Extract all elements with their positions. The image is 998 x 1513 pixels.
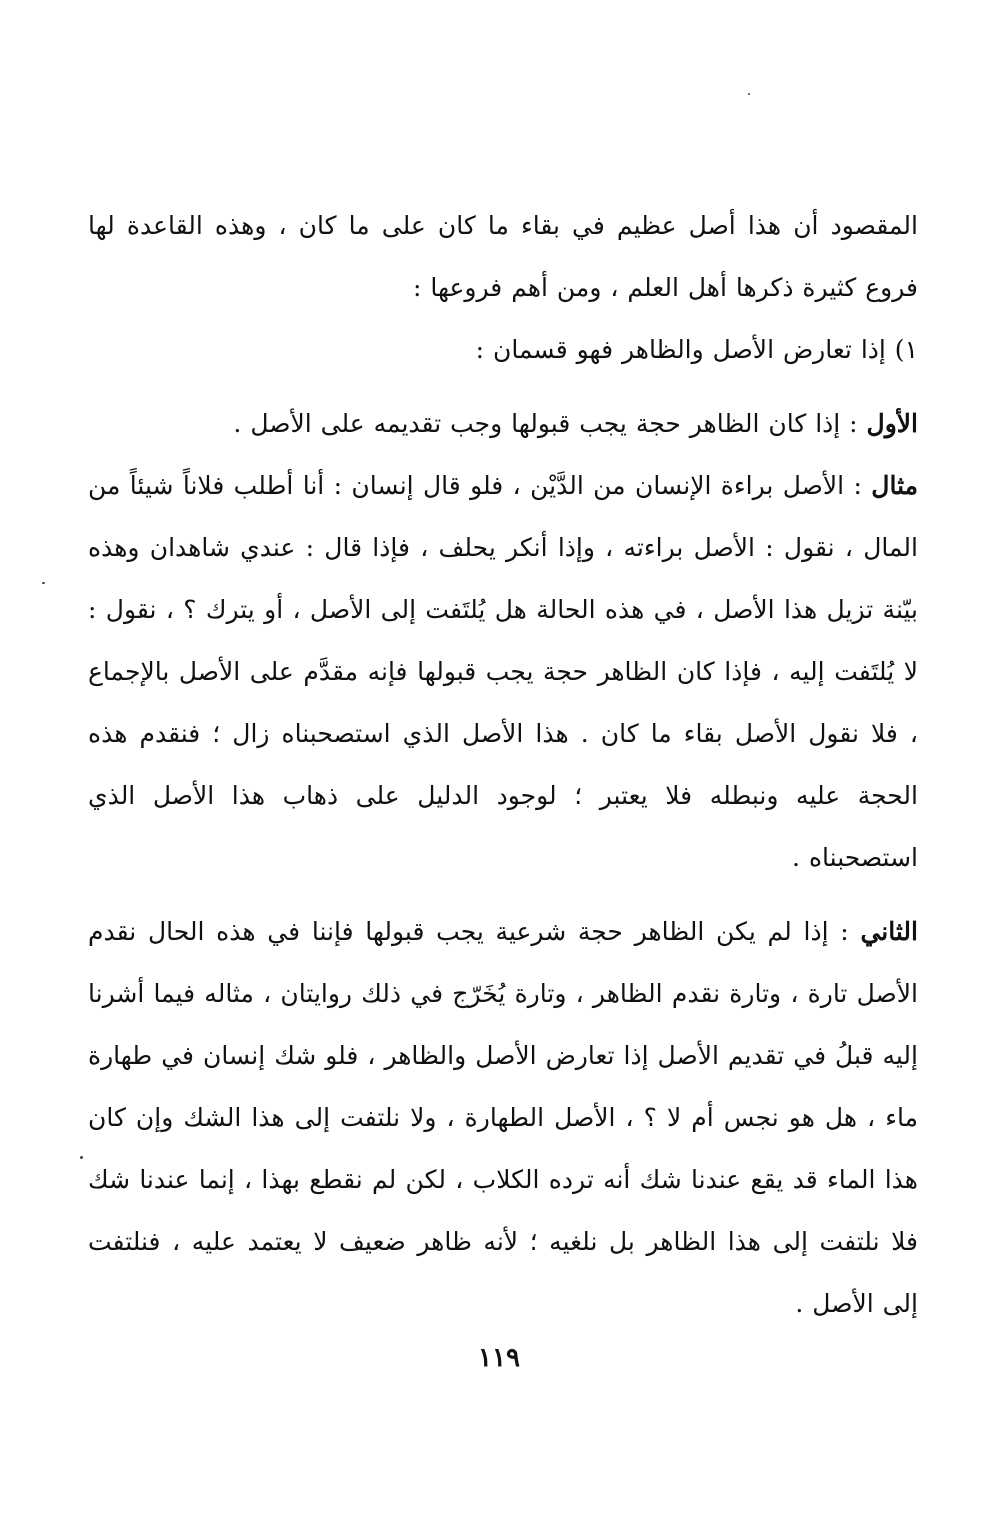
paragraph-first-case-text: : إذا كان الظاهر حجة يجب قبولها وجب تقديمه على الأصل . bbox=[233, 409, 867, 438]
page-number: ١١٩ bbox=[478, 1343, 520, 1373]
paragraph-rule-one bbox=[88, 319, 918, 381]
scan-speck bbox=[748, 93, 750, 95]
scan-speck bbox=[42, 582, 45, 584]
paragraph-second-case-heading: الثاني bbox=[860, 917, 918, 946]
paragraph-second-case bbox=[88, 901, 918, 1335]
paragraph-intro-text: المقصود أن هذا أصل عظيم في بقاء ما كان على ما كان ، وهذه القاعدة لها فروع كثيرة ذكرها أهل العلم ، ومن أهم فروعها : bbox=[88, 211, 918, 302]
scan-speck bbox=[80, 1156, 83, 1159]
paragraph-first-case bbox=[88, 393, 918, 455]
paragraph-example-text: : الأصل براءة الإنسان من الدَّيْن ، فلو قال إنسان : أنا أطلب فلاناً شيئاً من المال ، نقول : الأصل براءته ، وإذا أنكر يحلف ، فإذا قال : عندي شاهدان وهذه بيّنة تزيل هذا الأصل ، في هذه الحالة هل يُلتَفت إلى الأصل ، أو يترك ؟ ، نقول : لا يُلتَفت إليه ، فإذا كان الظاهر حجة يجب قبولها فإنه مقدَّم على الأصل بالإجماع ، فلا نقول الأصل بقاء ما كان . هذا الأصل الذي استصحبناه زال ؛ فنقدم هذه الحجة عليه ونبطله فلا يعتبر ؛ لوجود الدليل على ذهاب هذا الأصل الذي استصحبناه . bbox=[88, 471, 918, 872]
paragraph-second-case-text: : إذا لم يكن الظاهر حجة شرعية يجب قبولها فإننا في هذه الحال نقدم الأصل تارة ، وتارة نقدم الظاهر ، وتارة يُخَرّج في ذلك روايتان ، مثاله فيما أشرنا إليه قبلُ في تقديم الأصل إذا تعارض الأصل والظاهر ، فلو شك إنسان في طهارة ماء ، هل هو نجس أم لا ؟ ، الأصل الطهارة ، ولا نلتفت إلى هذا الشك وإن كان هذا الماء قد يقع عندنا شك أنه ترده الكلاب ، لكن لم نقطع بهذا ، إنما عندنا شك فلا نلتفت إلى هذا الظاهر بل نلغيه ؛ لأنه ظاهر ضعيف لا يعتمد عليه ، فنلتفت إلى الأصل . bbox=[88, 917, 918, 1318]
paragraph-example bbox=[88, 455, 918, 889]
paragraph-first-case-heading: الأول bbox=[866, 409, 918, 438]
paragraph-rule-one-text: ١) إذا تعارض الأصل والظاهر فهو قسمان : bbox=[475, 335, 918, 364]
paragraph-intro bbox=[88, 195, 918, 319]
paragraph-example-heading: مثال bbox=[871, 471, 918, 500]
body-text bbox=[88, 195, 918, 1335]
